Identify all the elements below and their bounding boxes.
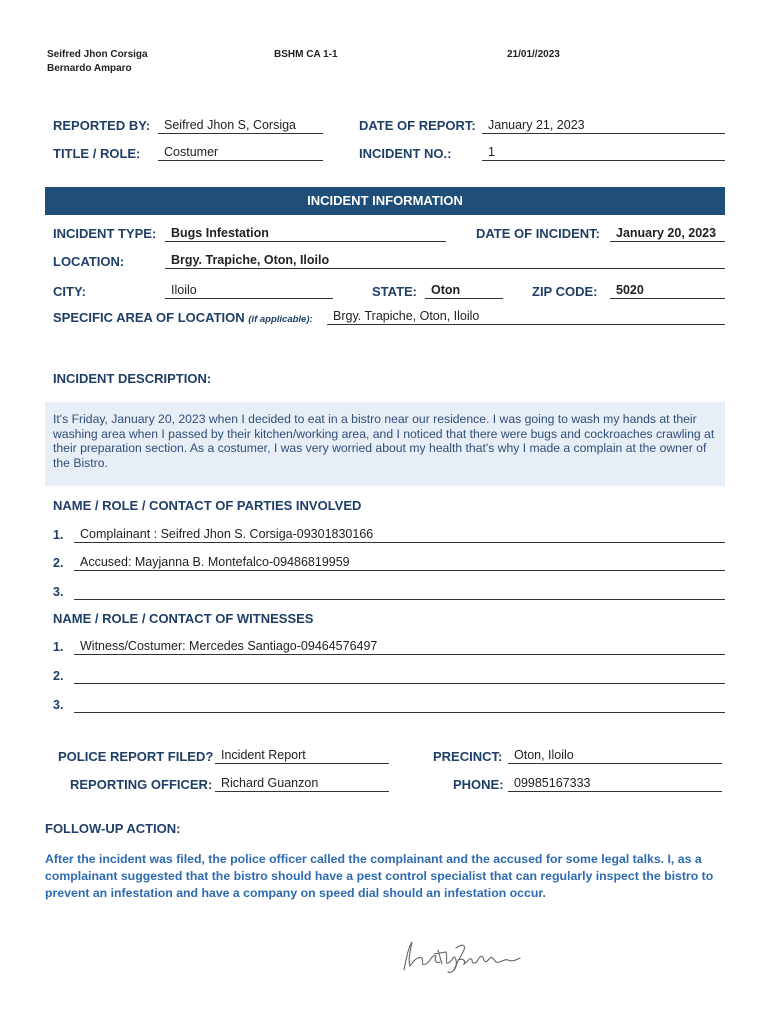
witness-1-field[interactable]: Witness/Costumer: Mercedes Santiago-09464576497 <box>74 638 725 655</box>
zip-code-label: ZIP CODE: <box>532 284 598 299</box>
date-of-incident-field[interactable]: January 20, 2023 <box>610 225 725 242</box>
precinct-label: PRECINCT: <box>433 749 503 764</box>
incident-type-label: INCIDENT TYPE: <box>53 226 157 241</box>
police-report-filed-field[interactable]: Incident Report <box>215 747 389 764</box>
incident-no-label: INCIDENT NO.: <box>359 146 452 161</box>
specific-area-field[interactable]: Brgy. Trapiche, Oton, Iloilo <box>327 308 725 325</box>
party-3-field[interactable] <box>74 583 725 600</box>
date-of-report-field[interactable]: January 21, 2023 <box>482 117 725 134</box>
handwritten-signature <box>398 930 528 980</box>
witness-3-field[interactable] <box>74 696 725 713</box>
precinct-field[interactable]: Oton, Iloilo <box>508 747 722 764</box>
date-of-report-label: DATE OF REPORT: <box>359 118 476 133</box>
location-label: LOCATION: <box>53 254 125 269</box>
incident-no-field[interactable]: 1 <box>482 144 725 161</box>
party-1-field[interactable]: Complainant : Seifred Jhon S. Corsiga-09301830166 <box>74 526 725 543</box>
witness-2-field[interactable] <box>74 667 725 684</box>
location-field[interactable]: Brgy. Trapiche, Oton, Iloilo <box>165 252 725 269</box>
reporting-officer-field[interactable]: Richard Guanzon <box>215 775 389 792</box>
incident-information-banner: INCIDENT INFORMATION <box>45 187 725 215</box>
reported-by-field[interactable]: Seifred Jhon S, Corsiga <box>158 117 323 134</box>
party-2-field[interactable]: Accused: Mayjanna B. Montefalco-09486819959 <box>74 554 725 571</box>
title-role-label: TITLE / ROLE: <box>53 146 141 161</box>
witnesses-label: NAME / ROLE / CONTACT OF WITNESSES <box>53 611 314 626</box>
party-3-number: 3. <box>53 585 64 599</box>
header-date: 21/01//2023 <box>507 49 560 60</box>
state-label: STATE: <box>372 284 418 299</box>
party-2-number: 2. <box>53 556 64 570</box>
witness-2-number: 2. <box>53 669 64 683</box>
reporting-officer-label: REPORTING OFFICER: <box>70 777 213 792</box>
follow-up-action-text[interactable]: After the incident was filed, the police officer called the complainant and the accused for some legal talks. I, as a complainant suggested that the bistro should have a pest control specialist that can regularly inspect the bistro to prevent an infestation and have a company on speed dial should an infestation occur. <box>45 852 714 900</box>
specific-area-label <box>53 310 313 325</box>
student-name-1: Seifred Jhon Corsiga <box>47 49 148 60</box>
witness-1-number: 1. <box>53 640 64 654</box>
witness-3-number: 3. <box>53 698 64 712</box>
incident-description-text[interactable]: It's Friday, January 20, 2023 when I decided to eat in a bistro near our residence. I was going to wash my hands at their washing area when I passed by their kitchen/working area, and I noticed that there were bugs and cockroaches crawling at their preparation section. As a costumer, I was very worried about my health that's why I made a complain at the owner of the Bistro. <box>45 402 725 486</box>
specific-area-label-text: SPECIFIC AREA OF LOCATION <box>53 310 245 325</box>
state-field[interactable]: Oton <box>425 282 503 299</box>
incident-type-field[interactable]: Bugs Infestation <box>165 225 446 242</box>
course-code: BSHM CA 1-1 <box>274 49 338 60</box>
zip-code-field[interactable]: 5020 <box>610 282 725 299</box>
phone-label: PHONE: <box>453 777 504 792</box>
party-1-number: 1. <box>53 528 64 542</box>
parties-involved-label: NAME / ROLE / CONTACT OF PARTIES INVOLVED <box>53 498 362 513</box>
phone-field[interactable]: 09985167333 <box>508 775 722 792</box>
police-report-filed-label: POLICE REPORT FILED? <box>58 749 214 764</box>
title-role-field[interactable]: Costumer <box>158 144 323 161</box>
follow-up-action-label: FOLLOW-UP ACTION: <box>45 821 181 836</box>
incident-description-label: INCIDENT DESCRIPTION: <box>53 371 212 386</box>
date-of-incident-label: DATE OF INCIDENT: <box>476 226 600 241</box>
specific-area-hint: (if applicable): <box>248 314 313 325</box>
reported-by-label: REPORTED BY: <box>53 118 151 133</box>
student-name-2: Bernardo Amparo <box>47 63 132 74</box>
city-field[interactable]: Iloilo <box>165 282 333 299</box>
city-label: CITY: <box>53 284 86 299</box>
